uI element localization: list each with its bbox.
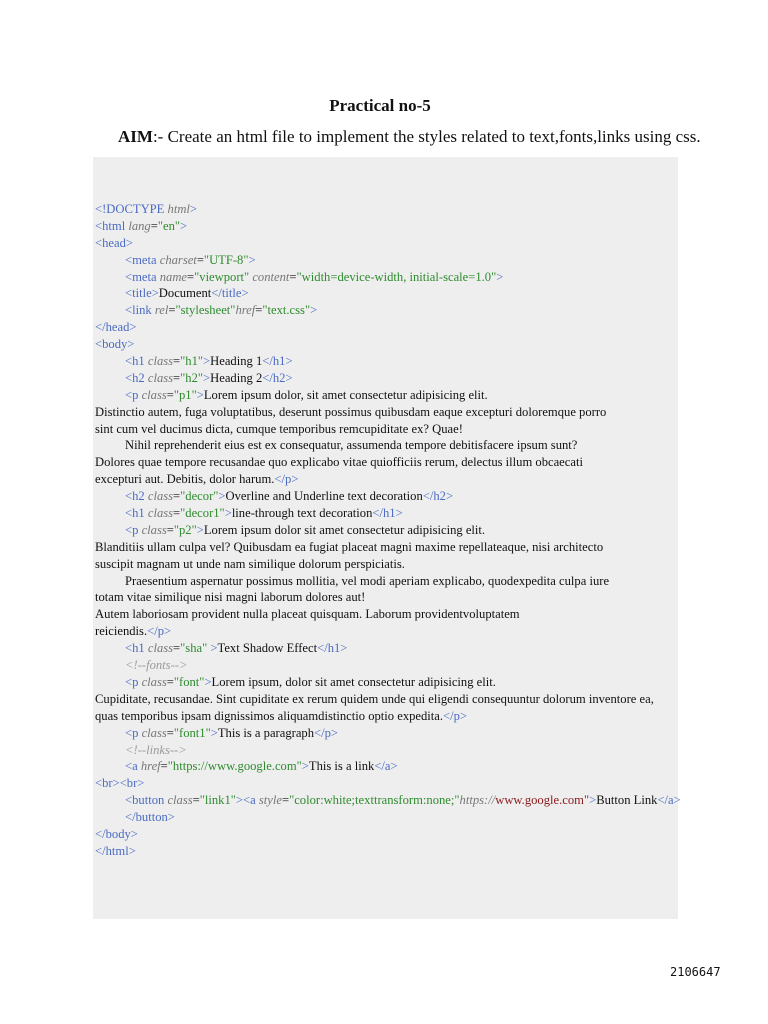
code-line-p2-text: totam vitae similique nisi magni laborum dolores aut! xyxy=(95,590,366,605)
code-line-font-text: quas temporibus ipsam dignissimos aliquamdistinctio optio expedita.</p> xyxy=(95,708,468,723)
code-line-p1-text: Distinctio autem, fuga voluptatibus, deserunt possimus quibusdam eaque excepturi doloremque porro xyxy=(95,404,607,419)
code-line-body-open: <body> xyxy=(95,337,135,352)
code-line-title: <title>Document</title> xyxy=(125,286,249,301)
code-line-head-open: <head> xyxy=(95,235,133,250)
code-line-anchor: <a href="https://www.google.com">This is a link</a> xyxy=(125,759,398,774)
code-line-p2-text: reiciendis.</p> xyxy=(95,624,172,639)
code-line-meta-viewport: <meta name="viewport" content="width=device-width, initial-scale=1.0"> xyxy=(125,269,504,284)
code-line-comment-fonts: <!--fonts--> xyxy=(125,658,188,673)
code-line-h2-decor: <h2 class="decor">Overline and Underline text decoration</h2> xyxy=(125,489,454,504)
code-line-html-close: </html> xyxy=(95,843,136,858)
code-line-comment-links: <!--links--> xyxy=(125,742,187,757)
code-line-meta-charset: <meta charset="UTF-8"> xyxy=(125,252,256,267)
code-line-p2-text: suscipit magnam ut unde nam similique dolorum perspiciatis. xyxy=(95,556,405,571)
code-line-p1-text: Nihil reprehenderit eius est ex consequatur, assumenda tempore debitisfacere ipsum sunt? xyxy=(125,438,578,453)
code-line-head-close: </head> xyxy=(95,320,137,335)
code-line-p2-text: Autem laboriosam provident nulla placeat quisquam. Laborum providentvoluptatem xyxy=(95,607,520,622)
code-line-body-close: </body> xyxy=(95,826,138,841)
code-line-html-open: <html lang="en"> xyxy=(95,218,188,233)
code-line-p2-text: Praesentium aspernatur possimus mollitia, vel modi aperiam explicabo, quodexpedita culpa iure xyxy=(125,573,610,588)
code-line-h1-sha: <h1 class="sha" >Text Shadow Effect</h1> xyxy=(125,641,348,656)
roll-number: 2106647 xyxy=(670,965,721,979)
code-line-h1: <h1 class="h1">Heading 1</h1> xyxy=(125,354,293,369)
code-line-p-font: <p class="font">Lorem ipsum, dolor sit amet consectetur adipisicing elit. xyxy=(125,674,496,689)
code-line-doctype: <!DOCTYPE html> xyxy=(95,202,198,216)
code-line-p1-text: Dolores quae tempore recusandae quo explicabo vitae quiofficiis rerum, delectus illum obcaecati xyxy=(95,455,583,470)
code-line-p1-text: sint cum vel ducimus dicta, cumque temporibus remcupiditate ex? Quae! xyxy=(95,421,463,436)
code-line-button-close: </button> xyxy=(125,810,175,825)
aim-label: AIM xyxy=(118,127,153,146)
code-line-link: <link rel="stylesheet"href="text.css"> xyxy=(125,303,318,318)
code-listing xyxy=(95,201,735,860)
code-line-p2: <p class="p2">Lorem ipsum dolor sit amet consectetur adipisicing elit. xyxy=(125,522,486,537)
code-line-h1-decor1: <h1 class="decor1">line-through text decoration</h1> xyxy=(125,506,403,521)
code-line-p2-text: Blanditiis ullam culpa vel? Quibusdam ea fugiat placeat magni maxime repellateaque, nisi architecto xyxy=(95,539,604,554)
page-title: Practical no-5 xyxy=(329,96,431,115)
aim-text: :- Create an html file to implement the styles related to text,fonts,links using css. xyxy=(152,127,701,146)
code-line-p1-text: excepturi aut. Debitis, dolor harum.</p> xyxy=(95,472,299,487)
code-line-font-text: Cupiditate, recusandae. Sint cupiditate ex rerum quidem unde qui eligendi consequuntur dolorum inventore ea, xyxy=(95,691,654,706)
aim-statement xyxy=(118,127,728,146)
code-line-p-font1: <p class="font1">This is a paragraph</p> xyxy=(125,725,339,740)
code-line-br: <br><br> xyxy=(95,776,145,791)
code-line-h2: <h2 class="h2">Heading 2</h2> xyxy=(125,370,293,385)
code-line-p1: <p class="p1">Lorem ipsum dolor, sit amet consectetur adipisicing elit. xyxy=(125,387,488,402)
code-line-button: <button class="link1"><a style="color:white;texttransform:none;"https://www.google.com">Button Link</a> xyxy=(125,793,681,808)
